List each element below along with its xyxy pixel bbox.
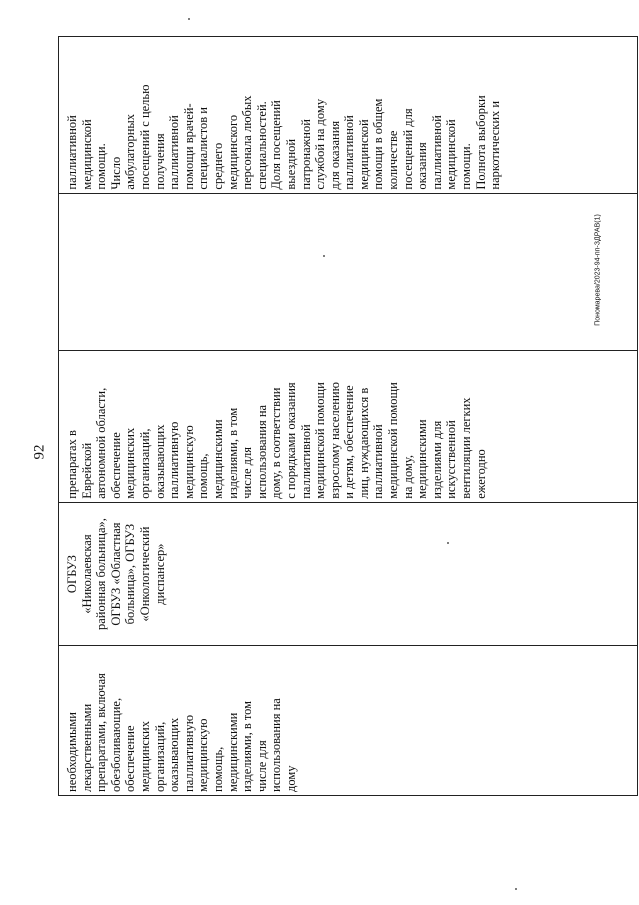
cell-text-line: числе для — [240, 446, 255, 499]
cell-text-line: паллиативной — [342, 115, 357, 190]
cell-text-line: с порядками оказания — [283, 382, 298, 499]
cell-text-line: изделиями, в том — [225, 407, 240, 499]
cell-text-line: препаратами, включая — [94, 673, 109, 792]
cell-text-line: амбулаторных — [123, 113, 138, 190]
cell-text-line: специальностей. — [254, 101, 269, 190]
cell-text-line: оказания — [415, 142, 430, 190]
cell-text-line: использования на — [269, 698, 284, 792]
cell-text-line: медицинскими — [210, 419, 225, 499]
cell-text-line: Число — [108, 156, 123, 190]
plan-table — [58, 36, 638, 796]
cell-text-line: количестве — [386, 130, 401, 190]
cell-text-line: ОГБУЗ «Областная — [108, 522, 123, 626]
cell-text-line: Еврейской — [79, 442, 94, 499]
cell-text-line: Доля посещений — [269, 100, 284, 190]
cell-text-line: медицинского — [225, 114, 240, 190]
cell-text-line: помощи врачей- — [181, 103, 196, 190]
cell-text-line: паллиативной — [65, 115, 79, 190]
cell-text-line: районная больница», — [94, 518, 109, 631]
table-cell-responsible — [59, 502, 637, 646]
cell-text-line: помощь, — [196, 453, 211, 499]
cell-text-line: медицинских — [123, 427, 138, 499]
cell-text-line: дому — [283, 765, 298, 792]
cell-text-line: ежегодно — [473, 449, 488, 499]
cell-text-line: организаций, — [152, 721, 167, 792]
cell-text-line: медицинскую — [196, 718, 211, 792]
cell-text-line: службой на дому — [313, 98, 328, 190]
cell-text-line: организаций, — [137, 428, 152, 499]
cell-text-line: получения — [152, 133, 167, 190]
cell-text-line: паллиативную — [181, 714, 196, 792]
cell-text-line: изделиями для — [429, 420, 444, 499]
cell-text-line: препаратах в — [65, 430, 79, 499]
document-code-text: Пономарева/2023-94-пп-ЗДРАВ(1) — [594, 214, 602, 326]
cell-text-line: взрослому населению — [327, 382, 342, 499]
cell-text-line: медицинских — [137, 721, 152, 792]
cell-text-line: паллиативной — [298, 424, 313, 499]
cell-text-line: помощи в общем — [371, 98, 386, 190]
cell-text-line: обезболивающие, — [108, 697, 123, 792]
cell-text-line: патронажной — [298, 119, 313, 190]
page-number-text: 92 — [31, 444, 48, 460]
scan-speck — [447, 542, 449, 544]
cell-text-line: лиц, нуждающихся в — [356, 387, 371, 499]
cell-text-line: выездной — [283, 138, 298, 190]
table-cell-measure — [59, 645, 637, 795]
scan-speck — [323, 255, 325, 257]
cell-text-line: обеспечение — [123, 725, 138, 792]
cell-text-line: оказывающих — [152, 424, 167, 499]
cell-text-line: Полнота выборки — [473, 95, 488, 190]
table-cell-result — [59, 350, 637, 502]
scan-speck — [188, 18, 190, 20]
cell-text-line: диспансер» — [152, 543, 167, 605]
cell-text-line: лекарственными — [79, 703, 94, 792]
cell-text-line: специалистов и — [196, 107, 211, 190]
cell-text-line: помощь, — [210, 746, 225, 792]
cell-text-line: изделиями, в том — [240, 700, 255, 792]
cell-text-line: паллиативную — [167, 421, 182, 499]
cell-text-line: персонала любых — [240, 95, 255, 190]
cell-text-line: медицинской — [356, 119, 371, 190]
cell-text-line: медицинскими — [225, 712, 240, 792]
cell-text-line: посещений для — [400, 108, 415, 190]
cell-text-line: необходимыми — [65, 712, 79, 792]
cell-text-line: паллиативной — [167, 115, 182, 190]
cell-text-line: для оказания — [327, 120, 342, 190]
cell-text-line: медицинской помощи — [313, 382, 328, 499]
cell-text-line: паллиативной — [371, 424, 386, 499]
cell-text-line: медицинскими — [415, 419, 430, 499]
table-cell-indicator — [59, 37, 637, 193]
cell-text-line: «Николаевская — [79, 534, 94, 614]
cell-text-line: вентиляции легких — [459, 397, 474, 499]
cell-text-line: медицинской — [444, 119, 459, 190]
cell-text-line: наркотических и — [488, 100, 503, 190]
cell-text-line: медицинской — [79, 119, 94, 190]
cell-text-line: помощи. — [94, 143, 109, 190]
cell-text-line: посещений с целью — [137, 84, 152, 190]
table-cell-empty — [59, 193, 637, 351]
cell-text-line: медицинскую — [181, 425, 196, 499]
cell-text-line: числе для — [254, 740, 269, 792]
cell-text-line: дому, в соответствии — [269, 387, 284, 499]
cell-text-line: использования на — [254, 404, 269, 499]
cell-text-line: больница», ОГБУЗ — [123, 523, 138, 625]
cell-text-line: на дому, — [400, 454, 415, 499]
cell-text-line: ОГБУЗ — [65, 555, 79, 594]
cell-text-line: помощи. — [459, 143, 474, 190]
cell-text-line: среднего — [210, 142, 225, 190]
cell-text-line: «Онкологический — [137, 526, 152, 622]
cell-text-line: обеспечение — [108, 432, 123, 499]
cell-text-line: паллиативной — [429, 115, 444, 190]
cell-text-line: искусственной — [444, 420, 459, 499]
cell-text-line: оказывающих — [167, 717, 182, 792]
cell-text-line: автономной области, — [94, 387, 109, 499]
cell-text-line: медицинской помощи — [386, 382, 401, 499]
cell-text-line: и детям, обеспечение — [342, 385, 357, 499]
scan-speck — [515, 888, 517, 890]
